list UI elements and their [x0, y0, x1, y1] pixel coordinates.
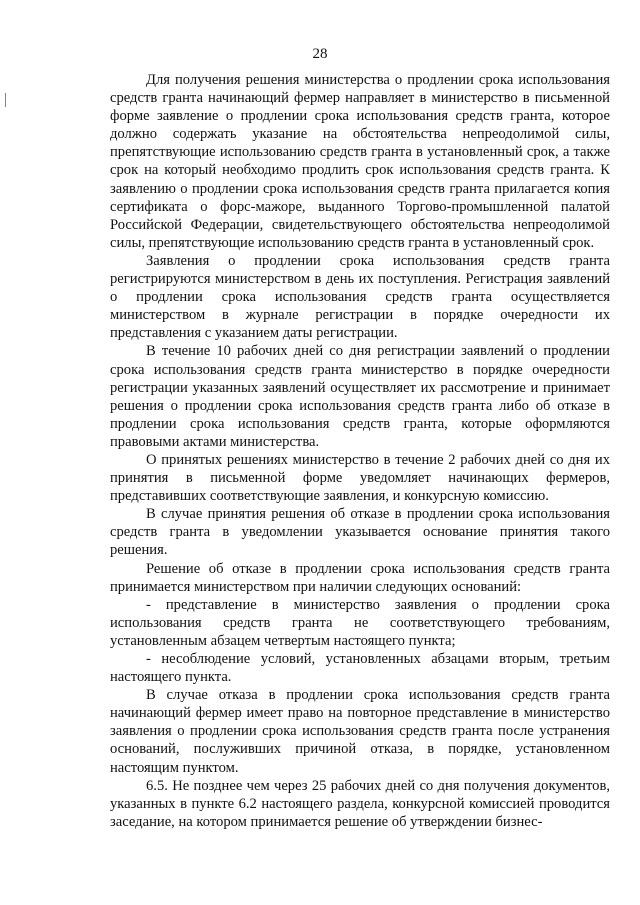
paragraph-extension-request: Для получения решения министерства о продлении срока использования средств гранта начинающий фермер направляет в министерство в письменной форме заявление о продлении срока использования средств гранта, которое должно содержать указание на обстоятельства непреодолимой силы, препятствующие использованию средств гранта в установленный срок, а также срок на который необходимо продлить срок использования средств гранта. К заявлению о продлении срока использования средств гранта прилагается копия сертификата о форс-мажоре, выданного Торгово-промышленной палатой Российской Федерации, свидетельствующего обстоятельства непреодолимой силы, препятствующие использованию средств гранта в установленный срок.	[110, 72, 610, 251]
paragraph-clause-6-5: 6.5. Не позднее чем через 25 рабочих дней со дня получения документов, указанных в пункте 6.2 настоящего раздела, конкурсной комиссией проводится заседание, на котором принимается решение об утверждении бизнес-	[110, 777, 610, 830]
margin-mark	[5, 93, 6, 107]
paragraph-notification: О принятых решениях министерство в течение 2 рабочих дней со дня их принятия в письменной форме уведомляет начинающих фермеров, представивших соответствующие заявления, и конкурсную комиссию.	[110, 451, 610, 505]
page-number: 28	[312, 46, 328, 62]
paragraph-registration: Заявления о продлении срока использования средств гранта регистрируются министерством в день их поступления. Регистрация заявлений о продлении срока использования средств гранта осуществляется министерством в журнале регистрации в порядке очередности их представления с указанием даты регистрации.	[110, 252, 610, 342]
paragraph-refusal-basis: Решение об отказе в продлении срока использования средств гранта принимается министерством при наличии следующих оснований:	[110, 560, 610, 595]
paragraph-refusal-grounds-notice: В случае принятия решения об отказе в продлении срока использования средств гранта в уведомлении указывается основание принятия такого решения.	[110, 506, 610, 559]
list-item-conditions-not-met: - несоблюдение условий, установленных абзацами вторым, третьим настоящего пункта.	[110, 651, 610, 686]
paragraph-review-period: В течение 10 рабочих дней со дня регистрации заявлений о продлении срока использования средств гранта министерство в порядке очередности регистрации указанных заявлений осуществляет их рассмотрение и принимает решения о продлении срока использования средств гранта либо об отказе в продлении срока использования средств гранта, которые оформляются правовыми актами министерства.	[110, 343, 610, 450]
list-item-noncompliant-application: - представление в министерство заявления о продлении срока использования средств гранта не соответствующего требованиям, установленным абзацем четвертым настоящего пункта;	[110, 596, 610, 649]
paragraph-resubmission: В случае отказа в продлении срока использования средств гранта начинающий фермер имеет право на повторное представление в министерство заявления о продлении срока использования средств гранта после устранения оснований, послуживших причиной отказа, в порядке, установленном настоящим пунктом.	[110, 687, 610, 776]
body-text	[110, 71, 610, 831]
